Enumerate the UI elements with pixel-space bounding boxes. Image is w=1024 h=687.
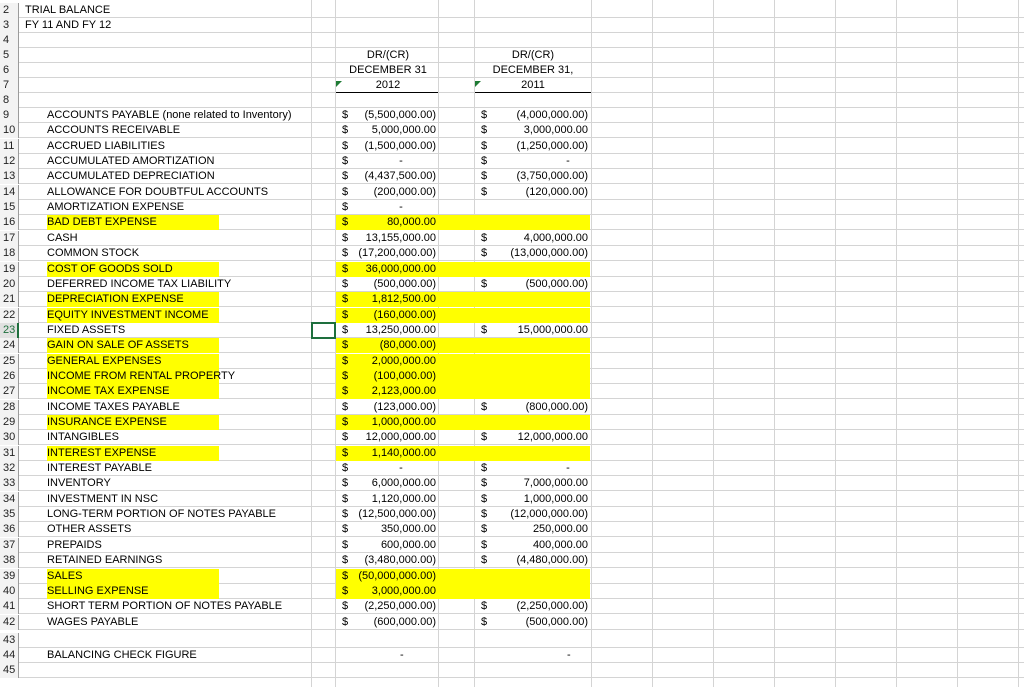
currency-symbol-2012[interactable]: $	[342, 293, 349, 306]
account-name-cell[interactable]: RETAINED EARNINGS	[47, 554, 163, 567]
currency-symbol-2012[interactable]: $	[342, 600, 349, 613]
currency-symbol-2012[interactable]: $	[342, 569, 349, 582]
col-2011-header-line1[interactable]: DR/(CR)	[511, 49, 555, 61]
amount-2011-cell[interactable]	[495, 262, 588, 277]
currency-symbol-2012[interactable]: $	[342, 185, 349, 198]
amount-2011-cell[interactable]	[495, 384, 588, 399]
sheet-row[interactable]	[0, 93, 1024, 108]
row-number[interactable]: 23	[0, 323, 19, 338]
row-number[interactable]: 20	[0, 277, 19, 292]
account-name-cell[interactable]: INTANGIBLES	[47, 431, 119, 444]
amount-2012-cell[interactable]: -	[399, 201, 403, 214]
row-number[interactable]: 45	[0, 663, 19, 678]
sheet-row[interactable]	[0, 33, 1024, 48]
amount-2011-cell[interactable]: (120,000.00)	[525, 185, 588, 198]
table-row[interactable]	[0, 323, 1024, 338]
currency-symbol-2011[interactable]: $	[481, 431, 488, 444]
row-number[interactable]: 22	[0, 308, 19, 323]
currency-symbol-2011[interactable]: $	[481, 600, 488, 613]
amount-2012-cell[interactable]: (600,000.00)	[373, 615, 436, 628]
currency-symbol-2012[interactable]: $	[342, 262, 349, 275]
table-row[interactable]	[0, 538, 1024, 553]
currency-symbol-2012[interactable]: $	[342, 400, 349, 413]
row-number[interactable]: 29	[0, 415, 19, 430]
amount-2011-cell[interactable]: (500,000.00)	[525, 277, 588, 290]
table-row[interactable]	[0, 507, 1024, 522]
amount-2012-cell[interactable]: 350,000.00	[380, 523, 436, 536]
row-number[interactable]: 18	[0, 246, 19, 261]
currency-symbol-2011[interactable]: $	[481, 400, 488, 413]
table-row[interactable]	[0, 584, 1024, 599]
row-number[interactable]: 3	[0, 18, 19, 33]
table-row[interactable]	[0, 292, 1024, 307]
currency-symbol-2012[interactable]: $	[342, 446, 349, 459]
sheet-row[interactable]	[0, 18, 1024, 33]
currency-symbol-2011[interactable]: $	[481, 277, 488, 290]
currency-symbol-2012[interactable]: $	[342, 584, 349, 597]
amount-2011-cell[interactable]: (4,000,000.00)	[516, 109, 588, 121]
amount-2011-cell[interactable]	[495, 369, 588, 384]
row-number[interactable]: 26	[0, 369, 19, 384]
row-number[interactable]: 5	[0, 48, 19, 63]
account-name-cell[interactable]: INCOME TAXES PAYABLE	[47, 400, 180, 413]
amount-2011-cell[interactable]: 15,000,000.00	[517, 323, 588, 336]
active-cell-selection[interactable]	[311, 322, 336, 339]
currency-symbol-2011[interactable]: $	[481, 492, 488, 505]
account-name-cell[interactable]: ACCOUNTS RECEIVABLE	[47, 124, 181, 137]
amount-2012-cell[interactable]: (17,200,000.00)	[358, 247, 436, 260]
amount-2012-cell[interactable]: 1,812,500.00	[371, 293, 436, 306]
col-2012-header-line1[interactable]: DR/(CR)	[366, 49, 410, 61]
amount-2011-cell[interactable]	[495, 338, 588, 353]
table-row[interactable]	[0, 461, 1024, 476]
amount-2012-cell[interactable]: (80,000.00)	[379, 339, 436, 352]
table-row[interactable]	[0, 231, 1024, 246]
table-row[interactable]	[0, 185, 1024, 200]
col-2011-header-line3[interactable]: 2011	[521, 79, 545, 91]
row-number[interactable]: 14	[0, 185, 19, 200]
amount-2011-cell[interactable]: 3,000,000.00	[523, 124, 588, 137]
account-name-cell[interactable]: ACCUMULATED DEPRECIATION	[47, 170, 215, 183]
amount-2012-cell[interactable]: 1,120,000.00	[371, 492, 436, 505]
amount-2011-cell[interactable]: 250,000.00	[532, 523, 588, 536]
table-row[interactable]	[0, 492, 1024, 507]
sheet-row[interactable]	[0, 3, 1024, 18]
row-number[interactable]: 41	[0, 599, 19, 614]
amount-2011-cell[interactable]	[495, 584, 588, 599]
row-number[interactable]: 40	[0, 584, 19, 599]
account-name-cell[interactable]: SHORT TERM PORTION OF NOTES PAYABLE	[47, 600, 283, 613]
amount-2011-cell[interactable]: (12,000,000.00)	[510, 508, 588, 521]
currency-symbol-2012[interactable]: $	[342, 538, 349, 551]
currency-symbol-2012[interactable]: $	[342, 523, 349, 536]
account-name-cell[interactable]: COST OF GOODS SOLD	[47, 262, 173, 275]
currency-symbol-2011[interactable]: $	[481, 538, 488, 551]
currency-symbol-2012[interactable]: $	[342, 170, 349, 183]
table-row[interactable]	[0, 139, 1024, 154]
row-number[interactable]: 16	[0, 215, 19, 230]
table-row[interactable]	[0, 262, 1024, 277]
amount-2012-cell[interactable]: (123,000.00)	[373, 400, 436, 413]
account-name-cell[interactable]: CASH	[47, 231, 78, 244]
amount-2012-cell[interactable]: 3,000,000.00	[371, 584, 436, 597]
currency-symbol-2012[interactable]: $	[342, 109, 349, 121]
table-row[interactable]	[0, 553, 1024, 568]
amount-2012-cell[interactable]: 2,000,000.00	[371, 354, 436, 367]
currency-symbol-2012[interactable]: $	[342, 477, 349, 490]
account-name-cell[interactable]: GAIN ON SALE OF ASSETS	[47, 339, 189, 352]
currency-symbol-2012[interactable]: $	[342, 416, 349, 428]
amount-2011-cell[interactable]	[495, 308, 588, 323]
account-name-cell[interactable]: PREPAIDS	[47, 538, 102, 551]
table-row[interactable]	[0, 308, 1024, 323]
table-row[interactable]	[0, 154, 1024, 169]
account-name-cell[interactable]: FIXED ASSETS	[47, 323, 126, 336]
row-number[interactable]: 31	[0, 446, 19, 461]
row-number[interactable]: 10	[0, 123, 19, 138]
currency-symbol-2012[interactable]: $	[342, 492, 349, 505]
table-row[interactable]	[0, 246, 1024, 261]
balancing-check-label[interactable]: BALANCING CHECK FIGURE	[47, 649, 197, 661]
table-row[interactable]	[0, 476, 1024, 491]
row-number[interactable]: 8	[0, 93, 19, 108]
amount-2011-cell[interactable]	[495, 446, 588, 461]
amount-2012-cell[interactable]: 80,000.00	[387, 216, 436, 229]
row-number[interactable]: 4	[0, 33, 19, 48]
currency-symbol-2011[interactable]: $	[481, 109, 488, 121]
balancing-check-2011[interactable]: -	[567, 649, 571, 661]
col-2012-header-line3[interactable]: 2012	[375, 79, 401, 91]
account-name-cell[interactable]: COMMON STOCK	[47, 247, 140, 260]
account-name-cell[interactable]: GENERAL EXPENSES	[47, 354, 162, 367]
table-row[interactable]	[0, 415, 1024, 430]
account-name-cell[interactable]: EQUITY INVESTMENT INCOME	[47, 308, 209, 321]
sheet-title[interactable]: TRIAL BALANCE	[25, 4, 111, 16]
amount-2011-cell[interactable]: (4,480,000.00)	[516, 554, 588, 567]
table-row[interactable]	[0, 384, 1024, 399]
account-name-cell[interactable]: ACCOUNTS PAYABLE (none related to Inventory)	[47, 109, 292, 121]
amount-2011-cell[interactable]	[495, 215, 588, 230]
currency-symbol-2011[interactable]: $	[481, 462, 488, 475]
table-row[interactable]	[0, 599, 1024, 614]
row-number[interactable]: 2	[0, 3, 19, 18]
account-name-cell[interactable]: ACCRUED LIABILITIES	[47, 139, 165, 152]
account-name-cell[interactable]: LONG-TERM PORTION OF NOTES PAYABLE	[47, 508, 276, 521]
amount-2011-cell[interactable]: -	[566, 462, 570, 475]
table-row[interactable]	[0, 369, 1024, 384]
currency-symbol-2012[interactable]: $	[342, 308, 349, 321]
amount-2012-cell[interactable]: (50,000,000.00)	[358, 569, 436, 582]
currency-symbol-2012[interactable]: $	[342, 201, 349, 214]
currency-symbol-2012[interactable]: $	[342, 431, 349, 444]
row-number[interactable]: 17	[0, 231, 19, 246]
currency-symbol-2011[interactable]: $	[481, 139, 488, 152]
account-name-cell[interactable]: SELLING EXPENSE	[47, 584, 149, 597]
currency-symbol-2012[interactable]: $	[342, 124, 349, 137]
amount-2011-cell[interactable]	[495, 415, 588, 430]
amount-2012-cell[interactable]: 13,155,000.00	[365, 231, 436, 244]
account-name-cell[interactable]: INVESTMENT IN NSC	[47, 492, 159, 505]
currency-symbol-2011[interactable]: $	[481, 185, 488, 198]
account-name-cell[interactable]: INCOME FROM RENTAL PROPERTY	[47, 369, 236, 382]
currency-symbol-2012[interactable]: $	[342, 155, 349, 168]
amount-2011-cell[interactable]: (500,000.00)	[525, 615, 588, 628]
table-row[interactable]	[0, 338, 1024, 353]
amount-2012-cell[interactable]: (3,480,000.00)	[364, 554, 436, 567]
amount-2011-cell[interactable]: (800,000.00)	[525, 400, 588, 413]
amount-2011-cell[interactable]: 4,000,000.00	[523, 231, 588, 244]
account-name-cell[interactable]: INSURANCE EXPENSE	[47, 416, 167, 428]
amount-2012-cell[interactable]: 600,000.00	[380, 538, 436, 551]
row-number[interactable]: 11	[0, 139, 19, 154]
account-name-cell[interactable]: ALLOWANCE FOR DOUBTFUL ACCOUNTS	[47, 185, 269, 198]
table-row[interactable]	[0, 615, 1024, 630]
currency-symbol-2012[interactable]: $	[342, 508, 349, 521]
row-number[interactable]: 15	[0, 200, 19, 215]
account-name-cell[interactable]: DEFERRED INCOME TAX LIABILITY	[47, 277, 232, 290]
amount-2012-cell[interactable]: (160,000.00)	[373, 308, 436, 321]
amount-2012-cell[interactable]: 36,000,000.00	[365, 262, 436, 275]
currency-symbol-2011[interactable]: $	[481, 477, 488, 490]
sheet-subtitle[interactable]: FY 11 AND FY 12	[25, 19, 112, 31]
amount-2012-cell[interactable]: 5,000,000.00	[371, 124, 436, 137]
amount-2011-cell[interactable]: 1,000,000.00	[523, 492, 588, 505]
row-number[interactable]: 34	[0, 492, 19, 507]
row-number[interactable]: 43	[0, 633, 19, 648]
table-row[interactable]	[0, 277, 1024, 292]
table-row[interactable]	[0, 400, 1024, 415]
amount-2012-cell[interactable]: 1,000,000.00	[371, 416, 436, 428]
row-number[interactable]: 9	[0, 108, 19, 123]
currency-symbol-2011[interactable]: $	[481, 323, 488, 336]
sheet-row[interactable]	[0, 48, 1024, 63]
amount-2011-cell[interactable]	[495, 200, 588, 215]
amount-2012-cell[interactable]: 12,000,000.00	[365, 431, 436, 444]
amount-2011-cell[interactable]	[495, 292, 588, 307]
account-name-cell[interactable]: INTEREST PAYABLE	[47, 462, 152, 475]
currency-symbol-2012[interactable]: $	[342, 323, 349, 336]
currency-symbol-2011[interactable]: $	[481, 247, 488, 260]
amount-2011-cell[interactable]: (3,750,000.00)	[516, 170, 588, 183]
amount-2012-cell[interactable]: (200,000.00)	[373, 185, 436, 198]
sheet-row[interactable]	[0, 633, 1024, 648]
table-row[interactable]	[0, 446, 1024, 461]
balancing-check-2012[interactable]: -	[400, 649, 404, 661]
currency-symbol-2011[interactable]: $	[481, 554, 488, 567]
account-name-cell[interactable]: INCOME TAX EXPENSE	[47, 385, 170, 398]
row-number[interactable]: 30	[0, 430, 19, 445]
row-number[interactable]: 24	[0, 338, 19, 353]
currency-symbol-2011[interactable]: $	[481, 508, 488, 521]
currency-symbol-2011[interactable]: $	[481, 231, 488, 244]
row-number[interactable]: 37	[0, 538, 19, 553]
table-row[interactable]	[0, 169, 1024, 184]
account-name-cell[interactable]: BAD DEBT EXPENSE	[47, 216, 157, 229]
currency-symbol-2011[interactable]: $	[481, 615, 488, 628]
row-number[interactable]: 7	[0, 78, 19, 93]
row-number[interactable]: 32	[0, 461, 19, 476]
amount-2012-cell[interactable]: -	[399, 462, 403, 475]
amount-2012-cell[interactable]: (5,500,000.00)	[364, 109, 436, 121]
table-row[interactable]	[0, 354, 1024, 369]
amount-2012-cell[interactable]: 13,250,000.00	[365, 323, 436, 336]
account-name-cell[interactable]: SALES	[47, 569, 83, 582]
row-number[interactable]: 28	[0, 400, 19, 415]
amount-2012-cell[interactable]: (4,437,500.00)	[364, 170, 436, 183]
row-number[interactable]: 35	[0, 507, 19, 522]
currency-symbol-2011[interactable]: $	[481, 523, 488, 536]
row-number[interactable]: 6	[0, 63, 19, 78]
amount-2012-cell[interactable]: 2,123,000.00	[371, 385, 436, 398]
currency-symbol-2012[interactable]: $	[342, 354, 349, 367]
row-number[interactable]: 36	[0, 522, 19, 537]
sheet-row[interactable]	[0, 78, 1024, 93]
account-name-cell[interactable]: ACCUMULATED AMORTIZATION	[47, 155, 215, 168]
currency-symbol-2012[interactable]: $	[342, 462, 349, 475]
table-row[interactable]	[0, 522, 1024, 537]
amount-2012-cell[interactable]: 1,140,000.00	[371, 446, 436, 459]
row-number[interactable]: 38	[0, 553, 19, 568]
amount-2011-cell[interactable]: 400,000.00	[532, 538, 588, 551]
row-number[interactable]: 33	[0, 476, 19, 491]
row-number[interactable]: 21	[0, 292, 19, 307]
currency-symbol-2012[interactable]: $	[342, 231, 349, 244]
currency-symbol-2012[interactable]: $	[342, 277, 349, 290]
account-name-cell[interactable]: DEPRECIATION EXPENSE	[47, 293, 184, 306]
amount-2011-cell[interactable]	[495, 569, 588, 584]
currency-symbol-2012[interactable]: $	[342, 216, 349, 229]
amount-2011-cell[interactable]: -	[566, 155, 570, 168]
row-number[interactable]: 27	[0, 384, 19, 399]
table-row[interactable]	[0, 430, 1024, 445]
currency-symbol-2012[interactable]: $	[342, 247, 349, 260]
amount-2012-cell[interactable]: (12,500,000.00)	[358, 508, 436, 521]
amount-2011-cell[interactable]: (2,250,000.00)	[516, 600, 588, 613]
row-number[interactable]: 25	[0, 354, 19, 369]
currency-symbol-2011[interactable]: $	[481, 155, 488, 168]
account-name-cell[interactable]: AMORTIZATION EXPENSE	[47, 201, 185, 214]
table-row[interactable]	[0, 108, 1024, 123]
table-row[interactable]	[0, 123, 1024, 138]
table-row[interactable]	[0, 200, 1024, 215]
col-2011-header-line2[interactable]: DECEMBER 31,	[492, 64, 574, 76]
currency-symbol-2012[interactable]: $	[342, 339, 349, 352]
amount-2011-cell[interactable]: 12,000,000.00	[517, 431, 588, 444]
amount-2012-cell[interactable]: -	[399, 155, 403, 168]
col-2012-header-line2[interactable]: DECEMBER 31	[349, 64, 427, 76]
table-row[interactable]	[0, 215, 1024, 230]
currency-symbol-2012[interactable]: $	[342, 385, 349, 398]
row-number[interactable]: 39	[0, 569, 19, 584]
account-name-cell[interactable]: INTEREST EXPENSE	[47, 446, 157, 459]
row-number[interactable]: 12	[0, 154, 19, 169]
amount-2011-cell[interactable]	[495, 354, 588, 369]
table-row[interactable]	[0, 569, 1024, 584]
sheet-row[interactable]	[0, 648, 1024, 663]
amount-2011-cell[interactable]: (13,000,000.00)	[510, 247, 588, 260]
account-name-cell[interactable]: INVENTORY	[47, 477, 111, 490]
amount-2012-cell[interactable]: (100,000.00)	[373, 369, 436, 382]
sheet-row[interactable]	[0, 63, 1024, 78]
amount-2012-cell[interactable]: (1,500,000.00)	[364, 139, 436, 152]
currency-symbol-2012[interactable]: $	[342, 615, 349, 628]
currency-symbol-2012[interactable]: $	[342, 554, 349, 567]
amount-2011-cell[interactable]: (1,250,000.00)	[516, 139, 588, 152]
amount-2012-cell[interactable]: (500,000.00)	[373, 277, 436, 290]
account-name-cell[interactable]: WAGES PAYABLE	[47, 615, 139, 628]
currency-symbol-2012[interactable]: $	[342, 369, 349, 382]
account-name-cell[interactable]: OTHER ASSETS	[47, 523, 132, 536]
row-number[interactable]: 44	[0, 648, 19, 663]
row-number[interactable]: 19	[0, 262, 19, 277]
currency-symbol-2012[interactable]: $	[342, 139, 349, 152]
amount-2012-cell[interactable]: 6,000,000.00	[371, 477, 436, 490]
row-number[interactable]: 42	[0, 615, 19, 630]
currency-symbol-2011[interactable]: $	[481, 170, 488, 183]
amount-2012-cell[interactable]: (2,250,000.00)	[364, 600, 436, 613]
amount-2011-cell[interactable]: 7,000,000.00	[523, 477, 588, 490]
row-number[interactable]: 13	[0, 169, 19, 184]
currency-symbol-2011[interactable]: $	[481, 124, 488, 137]
